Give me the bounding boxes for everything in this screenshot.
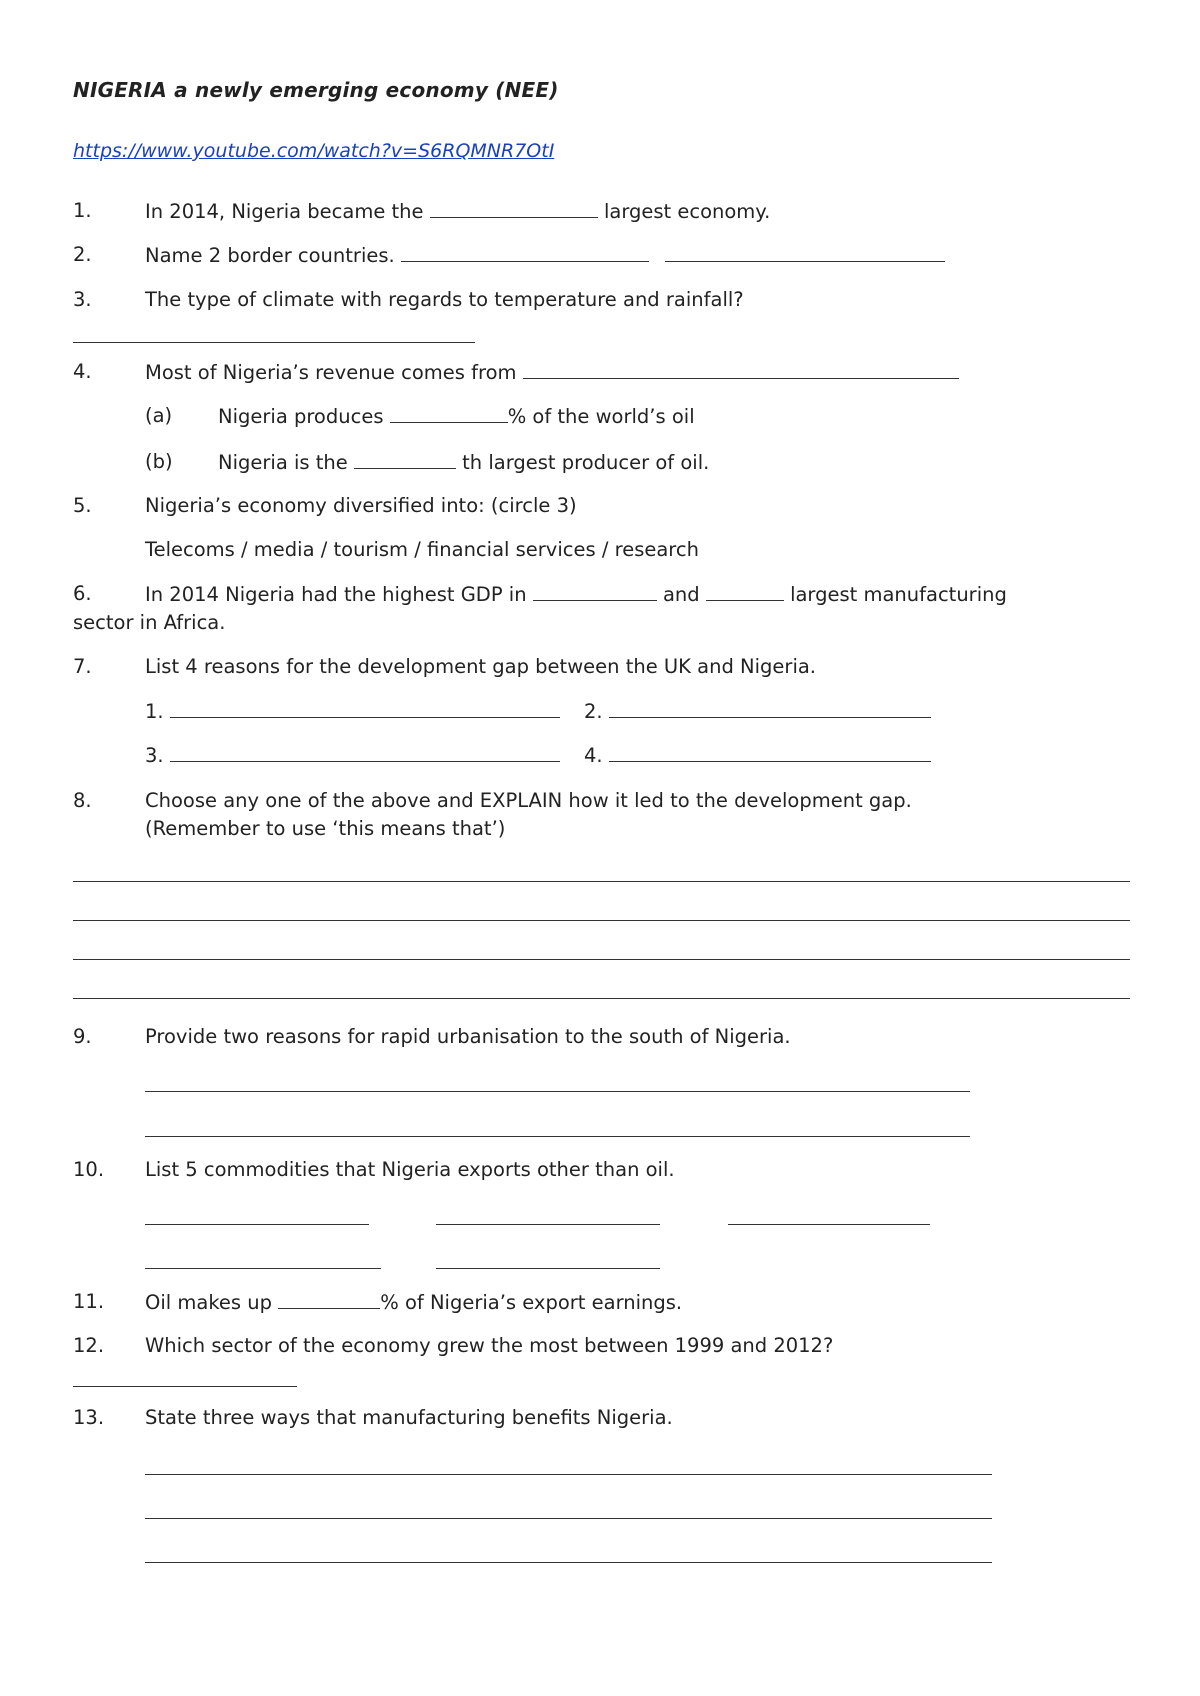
q2-answer-blank-1[interactable] [401,243,649,262]
q7-reason-1-label: 1. [145,700,164,723]
q3-answer-line[interactable] [73,342,475,343]
q13-text: State three ways that manufacturing benefits Nigeria. [145,1406,673,1429]
q4-text: Most of Nigeria’s revenue comes from [145,361,517,384]
q1-text-before: In 2014, Nigeria became the [145,200,424,223]
video-link[interactable]: https://www.youtube.com/watch?v=S6RQMNR7OtI [73,140,555,162]
q8-answer-line-4[interactable] [73,998,1130,999]
q4-number: 4. [73,360,92,383]
q3-number: 3. [73,288,92,311]
q13-number: 13. [73,1406,105,1429]
q7-reason-4-blank[interactable] [609,743,931,762]
q7-reason-3 [145,743,560,767]
q8-text: Choose any one of the above and EXPLAIN how it led to the development gap. [145,789,912,812]
q1-text-after: largest economy. [603,200,771,223]
q10-answer-line-4[interactable] [145,1268,381,1269]
q5-options[interactable]: Telecoms / media / tourism / financial services / research [145,538,699,561]
q4-answer-blank[interactable] [523,360,959,379]
q12-answer-line[interactable] [73,1386,297,1387]
q7-reason-4-label: 4. [584,744,603,767]
q7-reason-4 [584,743,931,767]
q8-answer-line-3[interactable] [73,959,1130,960]
q4b-label: (b) [145,450,173,473]
q10-number: 10. [73,1158,105,1181]
q6-number: 6. [73,582,92,605]
q5-text: Nigeria’s economy diversified into: (circle 3) [145,494,577,517]
q7-reason-3-label: 3. [145,744,164,767]
q9-text: Provide two reasons for rapid urbanisation to the south of Nigeria. [145,1025,791,1048]
q4b-text-before: Nigeria is the [218,451,348,474]
q9-number: 9. [73,1025,92,1048]
q2-answer-blank-2[interactable] [665,243,945,262]
q6-text-after: largest manufacturing [790,583,1007,606]
q7-number: 7. [73,655,92,678]
q4a-label: (a) [145,404,173,427]
q10-answer-line-2[interactable] [436,1224,660,1225]
page-title: NIGERIA a newly emerging economy (NEE) [73,78,559,102]
q11-answer-blank[interactable] [278,1290,380,1309]
q8-answer-line-2[interactable] [73,920,1130,921]
question-1 [145,199,770,223]
q8-number: 8. [73,789,92,812]
q10-text: List 5 commodities that Nigeria exports other than oil. [145,1158,675,1181]
q7-reason-2-blank[interactable] [609,699,931,718]
q13-answer-line-3[interactable] [145,1562,992,1563]
q5-number: 5. [73,494,92,517]
q4a-text-after: % of the world’s oil [507,405,695,428]
q8-answer-line-1[interactable] [73,881,1130,882]
q1-number: 1. [73,199,92,222]
q12-number: 12. [73,1334,105,1357]
q9-answer-line-1[interactable] [145,1091,970,1092]
question-4 [145,360,959,384]
q3-text: The type of climate with regards to temperature and rainfall? [145,288,744,311]
q10-answer-line-5[interactable] [436,1268,660,1269]
q7-reason-3-blank[interactable] [170,743,560,762]
q2-number: 2. [73,243,92,266]
q4a-answer-blank[interactable] [390,404,508,423]
question-6 [145,582,1007,606]
q6-text-before: In 2014 Nigeria had the highest GDP in [145,583,527,606]
q9-answer-line-2[interactable] [145,1136,970,1137]
q6-answer-blank-1[interactable] [533,582,657,601]
q13-answer-line-2[interactable] [145,1518,992,1519]
q4a-text-before: Nigeria produces [218,405,384,428]
q12-text: Which sector of the economy grew the most between 1999 and 2012? [145,1334,834,1357]
q10-answer-line-1[interactable] [145,1224,369,1225]
q4b-answer-blank[interactable] [354,450,456,469]
q2-text: Name 2 border countries. [145,244,395,267]
q7-text: List 4 reasons for the development gap between the UK and Nigeria. [145,655,817,678]
question-11 [145,1290,682,1314]
q6-text-middle: and [662,583,700,606]
q4b-text-after: th largest producer of oil. [462,451,710,474]
q11-number: 11. [73,1290,105,1313]
q10-answer-line-3[interactable] [728,1224,930,1225]
question-2 [145,243,945,267]
q1-answer-blank[interactable] [430,199,598,218]
question-4b [218,450,709,474]
q6-answer-blank-2[interactable] [706,582,784,601]
question-4a [218,404,695,428]
q7-reason-2-label: 2. [584,700,603,723]
q7-reason-1 [145,699,560,723]
q11-text-after: % of Nigeria’s export earnings. [380,1291,683,1314]
q6-text-continued: sector in Africa. [73,611,226,634]
q8-text-note: (Remember to use ‘this means that’) [145,817,506,840]
q11-text-before: Oil makes up [145,1291,273,1314]
q7-reason-2 [584,699,931,723]
q13-answer-line-1[interactable] [145,1474,992,1475]
q7-reason-1-blank[interactable] [170,699,560,718]
